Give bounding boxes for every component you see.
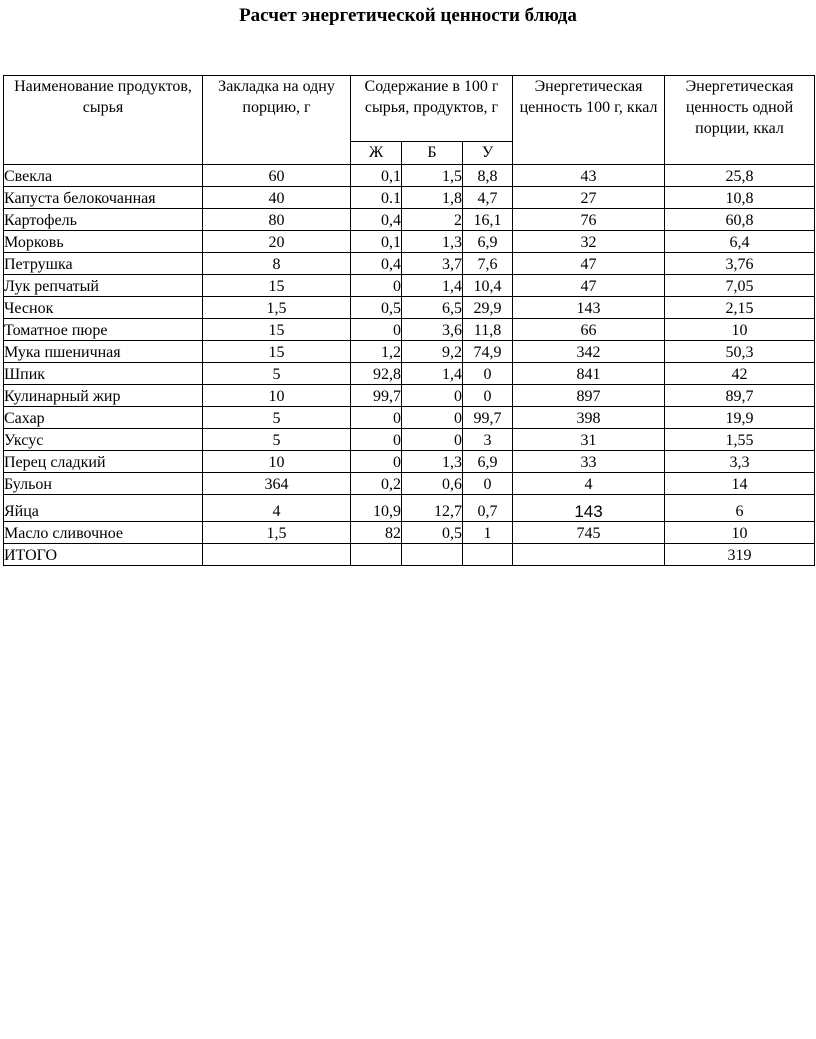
cell-protein: 0 [402, 429, 463, 451]
table-row [4, 385, 815, 407]
cell-fat: 92,8 [351, 363, 402, 385]
header-name: Наименование продуктов, сырья [4, 76, 203, 165]
cell-protein: 1,8 [402, 187, 463, 209]
cell-fat: 0,1 [351, 231, 402, 253]
header-content: Содержание в 100 г сырья, продуктов, г [351, 76, 513, 142]
cell-energy-100g: 32 [513, 231, 665, 253]
cell-name: Картофель [4, 209, 203, 231]
table-row [4, 363, 815, 385]
cell-carb: 10,4 [463, 275, 513, 297]
cell-energy-portion: 25,8 [665, 165, 815, 187]
cell-carb: 99,7 [463, 407, 513, 429]
cell-portion: 5 [203, 429, 351, 451]
cell-energy-portion: 42 [665, 363, 815, 385]
cell-protein: 1,3 [402, 451, 463, 473]
cell-fat: 0,4 [351, 209, 402, 231]
cell-energy-100g: 4 [513, 473, 665, 495]
cell-energy-100g: 745 [513, 522, 665, 544]
cell-energy-portion: 50,3 [665, 341, 815, 363]
cell-carb: 0 [463, 363, 513, 385]
cell-fat: 99,7 [351, 385, 402, 407]
cell-protein: 1,5 [402, 165, 463, 187]
cell-name: Мука пшеничная [4, 341, 203, 363]
cell-name: Яйца [4, 495, 203, 522]
cell-fat: 10,9 [351, 495, 402, 522]
cell-protein: 0,5 [402, 522, 463, 544]
header-protein: Б [402, 142, 463, 165]
cell-name: Морковь [4, 231, 203, 253]
cell-carb: 7,6 [463, 253, 513, 275]
cell-protein: 1,4 [402, 275, 463, 297]
table-row [4, 407, 815, 429]
cell-energy-portion: 19,9 [665, 407, 815, 429]
cell-protein: 1,4 [402, 363, 463, 385]
cell-energy-100g: 398 [513, 407, 665, 429]
cell-carb: 6,9 [463, 451, 513, 473]
table-row [4, 473, 815, 495]
cell-carb: 0 [463, 385, 513, 407]
cell-energy-portion: 7,05 [665, 275, 815, 297]
cell-portion: 1,5 [203, 522, 351, 544]
cell-fat: 0 [351, 275, 402, 297]
cell-portion: 364 [203, 473, 351, 495]
header-row [4, 76, 815, 142]
total-empty-cell [513, 544, 665, 566]
header-energy-100g: Энергетическая ценность 100 г, ккал [513, 76, 665, 165]
cell-name: Кулинарный жир [4, 385, 203, 407]
cell-carb: 6,9 [463, 231, 513, 253]
total-empty-cell [463, 544, 513, 566]
cell-energy-portion: 1,55 [665, 429, 815, 451]
table-row [4, 209, 815, 231]
cell-protein: 0 [402, 385, 463, 407]
cell-carb: 0,7 [463, 495, 513, 522]
cell-energy-100g: 76 [513, 209, 665, 231]
header-energy-portion: Энергетическая ценность одной порции, ккал [665, 76, 815, 165]
cell-carb: 29,9 [463, 297, 513, 319]
cell-portion: 15 [203, 275, 351, 297]
cell-protein: 3,6 [402, 319, 463, 341]
cell-fat: 82 [351, 522, 402, 544]
cell-fat: 0,5 [351, 297, 402, 319]
table-row [4, 341, 815, 363]
total-energy-portion: 319 [665, 544, 815, 566]
cell-energy-portion: 3,3 [665, 451, 815, 473]
cell-name: Масло сливочное [4, 522, 203, 544]
cell-energy-portion: 10,8 [665, 187, 815, 209]
table-row [4, 275, 815, 297]
cell-protein: 1,3 [402, 231, 463, 253]
cell-name: Бульон [4, 473, 203, 495]
total-empty-cell [402, 544, 463, 566]
page-title: Расчет энергетической ценности блюда [239, 5, 577, 26]
cell-protein: 0 [402, 407, 463, 429]
cell-portion: 10 [203, 451, 351, 473]
cell-energy-portion: 3,76 [665, 253, 815, 275]
cell-portion: 1,5 [203, 297, 351, 319]
table-row [4, 187, 815, 209]
cell-fat: 0 [351, 451, 402, 473]
cell-energy-portion: 6 [665, 495, 815, 522]
header-fat: Ж [351, 142, 402, 165]
cell-carb: 11,8 [463, 319, 513, 341]
cell-protein: 6,5 [402, 297, 463, 319]
cell-energy-100g: 66 [513, 319, 665, 341]
cell-energy-portion: 10 [665, 319, 815, 341]
cell-fat: 0 [351, 429, 402, 451]
cell-portion: 15 [203, 341, 351, 363]
cell-energy-portion: 14 [665, 473, 815, 495]
cell-name: Томатное пюре [4, 319, 203, 341]
cell-name: Лук репчатый [4, 275, 203, 297]
cell-energy-100g: 143 [513, 297, 665, 319]
cell-portion: 60 [203, 165, 351, 187]
header-carb: У [463, 142, 513, 165]
cell-energy-100g: 33 [513, 451, 665, 473]
cell-carb: 74,9 [463, 341, 513, 363]
cell-portion: 10 [203, 385, 351, 407]
energy-table [3, 75, 815, 566]
total-empty-cell [351, 544, 402, 566]
cell-protein: 3,7 [402, 253, 463, 275]
cell-protein: 0,6 [402, 473, 463, 495]
cell-name: Чеснок [4, 297, 203, 319]
cell-portion: 4 [203, 495, 351, 522]
cell-energy-portion: 89,7 [665, 385, 815, 407]
cell-energy-100g: 897 [513, 385, 665, 407]
cell-energy-portion: 6,4 [665, 231, 815, 253]
cell-carb: 3 [463, 429, 513, 451]
cell-energy-100g: 841 [513, 363, 665, 385]
cell-name: Перец сладкий [4, 451, 203, 473]
cell-energy-100g: 47 [513, 253, 665, 275]
cell-portion: 40 [203, 187, 351, 209]
cell-name: Петрушка [4, 253, 203, 275]
cell-fat: 0 [351, 319, 402, 341]
cell-carb: 8,8 [463, 165, 513, 187]
cell-protein: 9,2 [402, 341, 463, 363]
cell-energy-100g: 342 [513, 341, 665, 363]
table-row [4, 495, 815, 522]
cell-name: Сахар [4, 407, 203, 429]
header-portion: Закладка на одну порцию, г [203, 76, 351, 165]
cell-carb: 0 [463, 473, 513, 495]
cell-energy-portion: 60,8 [665, 209, 815, 231]
table-row [4, 297, 815, 319]
cell-protein: 12,7 [402, 495, 463, 522]
cell-fat: 0,1 [351, 165, 402, 187]
cell-fat: 0.1 [351, 187, 402, 209]
table-row [4, 451, 815, 473]
cell-energy-100g: 143 [513, 495, 665, 522]
total-label: ИТОГО [4, 544, 203, 566]
table-row [4, 231, 815, 253]
cell-name: Капуста белокочанная [4, 187, 203, 209]
cell-name: Уксус [4, 429, 203, 451]
cell-name: Шпик [4, 363, 203, 385]
cell-fat: 0,2 [351, 473, 402, 495]
cell-energy-100g: 31 [513, 429, 665, 451]
total-row [4, 544, 815, 566]
cell-portion: 80 [203, 209, 351, 231]
cell-energy-100g: 43 [513, 165, 665, 187]
cell-portion: 8 [203, 253, 351, 275]
table-row [4, 253, 815, 275]
cell-energy-100g: 27 [513, 187, 665, 209]
cell-portion: 20 [203, 231, 351, 253]
cell-fat: 0 [351, 407, 402, 429]
cell-name: Свекла [4, 165, 203, 187]
cell-energy-portion: 10 [665, 522, 815, 544]
table-row [4, 429, 815, 451]
cell-carb: 16,1 [463, 209, 513, 231]
table-row [4, 319, 815, 341]
table-row [4, 165, 815, 187]
cell-portion: 5 [203, 363, 351, 385]
cell-carb: 1 [463, 522, 513, 544]
cell-fat: 1,2 [351, 341, 402, 363]
cell-carb: 4,7 [463, 187, 513, 209]
cell-energy-100g: 47 [513, 275, 665, 297]
total-empty-cell [203, 544, 351, 566]
cell-portion: 15 [203, 319, 351, 341]
cell-portion: 5 [203, 407, 351, 429]
cell-protein: 2 [402, 209, 463, 231]
cell-fat: 0,4 [351, 253, 402, 275]
table-row [4, 522, 815, 544]
cell-energy-portion: 2,15 [665, 297, 815, 319]
